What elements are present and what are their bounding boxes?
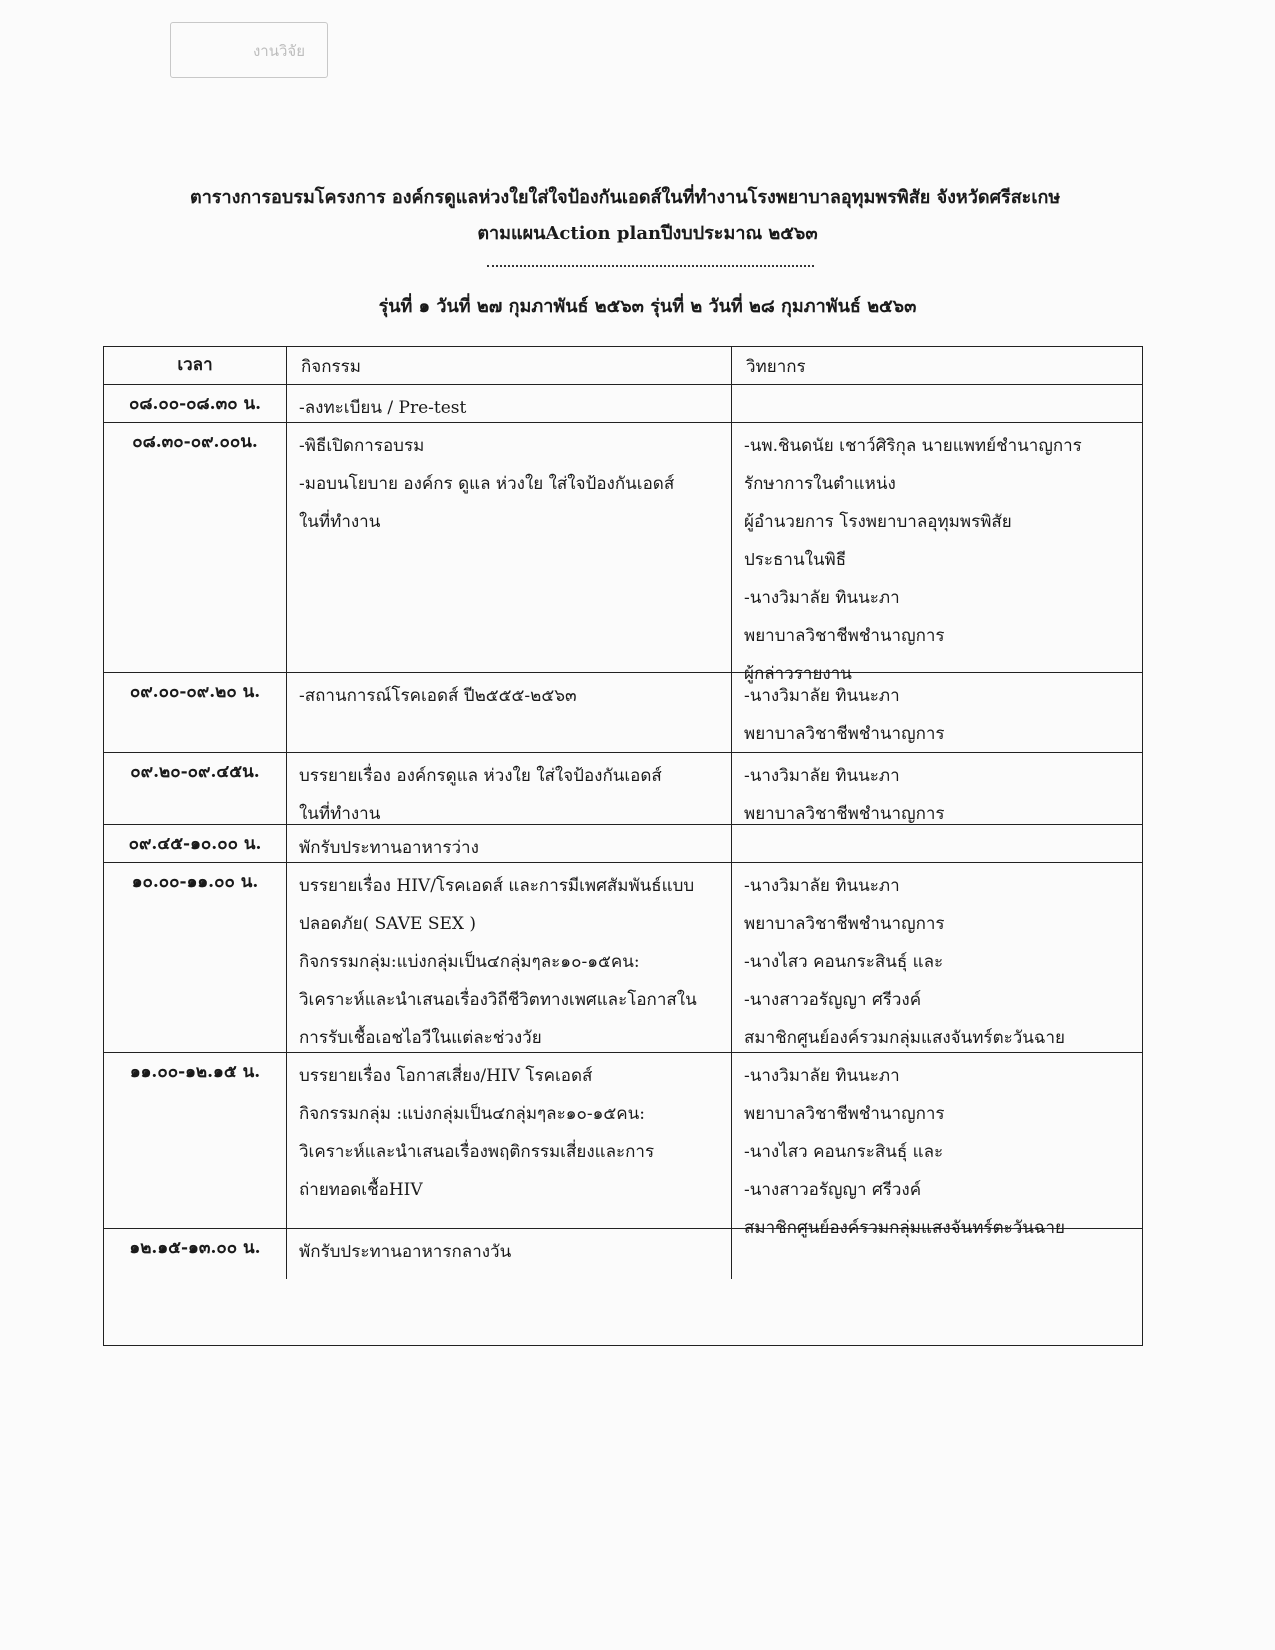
speaker-line: สมาชิกศูนย์องค์รวมกลุ่มแสงจันทร์ตะวันฉาย — [744, 1028, 1065, 1048]
activity-line: ถ่ายทอดเชื้อHIV — [299, 1180, 423, 1200]
activity-line: พักรับประทานอาหารกลางวัน — [299, 1242, 512, 1262]
dotted-divider — [487, 265, 814, 267]
row-speaker — [732, 825, 1142, 862]
row-time: ๐๘.๓๐-๐๙.๐๐น. — [104, 423, 287, 672]
row-activity — [287, 753, 732, 824]
activity-line: วิเคราะห์และนำเสนอเรื่องพฤติกรรมเสี่ยงและการ — [299, 1142, 655, 1162]
activity-line: บรรยายเรื่อง HIV/โรคเอดส์ และการมีเพศสัมพันธ์แบบ — [299, 876, 695, 896]
row-time: ๐๙.๐๐-๐๙.๒๐ น. — [104, 673, 287, 752]
table-row — [104, 423, 1142, 684]
row-time: ๐๙.๔๕-๑๐.๐๐ น. — [104, 825, 287, 862]
activity-line: -ลงทะเบียน / Pre-test — [299, 398, 467, 418]
speaker-line: ประธานในพิธี — [744, 550, 847, 570]
speaker-line: -นางวิมาลัย ทินนะภา — [744, 588, 900, 608]
activity-line: พักรับประทานอาหารว่าง — [299, 838, 479, 858]
row-time: ๐๘.๐๐-๐๘.๓๐ น. — [104, 385, 287, 422]
activity-line: ในที่ทำงาน — [299, 804, 381, 824]
row-activity — [287, 1053, 732, 1228]
speaker-line: -นางวิมาลัย ทินนะภา — [744, 1066, 900, 1086]
row-speaker — [732, 423, 1142, 684]
schedule-table — [103, 346, 1143, 1346]
activity-line: ปลอดภัย( SAVE SEX ) — [299, 914, 477, 934]
stamp-text: งานวิจัย — [252, 42, 305, 60]
speaker-line: ผู้อำนวยการ โรงพยาบาลอุทุมพรพิสัย — [744, 512, 1012, 532]
row-time: ๑๑.๐๐-๑๒.๑๕ น. — [104, 1053, 287, 1228]
speaker-line: สมาชิกศูนย์องค์รวมกลุ่มแสงจันทร์ตะวันฉาย — [744, 1218, 1065, 1238]
activity-line: -สถานการณ์โรคเอดส์ ปี๒๕๕๕-๒๕๖๓ — [299, 686, 577, 706]
speaker-line: -นางวิมาลัย ทินนะภา — [744, 686, 900, 706]
row-activity — [287, 825, 732, 862]
table-row — [104, 825, 1142, 863]
header-activity: กิจกรรม — [287, 347, 732, 384]
activity-line: กิจกรรมกลุ่ม:แบ่งกลุ่มเป็น๔กลุ่มๆละ๑๐-๑๕คน: — [299, 952, 640, 972]
row-activity — [287, 423, 732, 672]
row-activity — [287, 385, 732, 422]
speaker-line: พยาบาลวิชาชีพชำนาญการ — [744, 914, 945, 934]
activity-line: -พิธีเปิดการอบรม — [299, 436, 425, 456]
activity-line: บรรยายเรื่อง องค์กรดูแล ห่วงใย ใส่ใจป้องกันเอดส์ — [299, 766, 662, 786]
table-row — [104, 863, 1142, 1053]
speaker-line: -นางไสว คอนกระสินธุ์ และ — [744, 1142, 944, 1162]
speaker-line: พยาบาลวิชาชีพชำนาญการ — [744, 724, 945, 744]
activity-line: วิเคราะห์และนำเสนอเรื่องวิถีชีวิตทางเพศและโอกาสใน — [299, 990, 697, 1010]
activity-line: ในที่ทำงาน — [299, 512, 381, 532]
speaker-line: -นพ.ชินดนัย เชาว์ศิริกุล นายแพทย์ชำนาญการ — [744, 436, 1082, 456]
row-activity — [287, 673, 732, 752]
row-time: ๐๙.๒๐-๐๙.๔๕น. — [104, 753, 287, 824]
speaker-line: พยาบาลวิชาชีพชำนาญการ — [744, 1104, 945, 1124]
document-subtitle: ตามแผนAction planปีงบประมาณ ๒๕๖๓ — [477, 223, 818, 244]
table-header-row — [104, 347, 1142, 385]
row-speaker — [732, 1229, 1142, 1279]
row-speaker — [732, 1053, 1142, 1238]
row-activity — [287, 863, 732, 1052]
training-rounds: รุ่นที่ ๑ วันที่ ๒๗ กุมภาพันธ์ ๒๕๖๓ รุ่นที่ ๒ วันที่ ๒๘ กุมภาพันธ์ ๒๕๖๓ — [378, 296, 917, 317]
speaker-line: รักษาการในตำแหน่ง — [744, 474, 896, 494]
activity-line: การรับเชื้อเอชไอวีในแต่ละช่วงวัย — [299, 1028, 542, 1048]
header-speaker: วิทยากร — [746, 357, 806, 377]
speaker-line: พยาบาลวิชาชีพชำนาญการ — [744, 804, 945, 824]
row-speaker — [732, 753, 1142, 824]
row-time: ๑๐.๐๐-๑๑.๐๐ น. — [104, 863, 287, 1052]
activity-line: กิจกรรมกลุ่ม :แบ่งกลุ่มเป็น๔กลุ่มๆละ๑๐-๑๕คน: — [299, 1104, 646, 1124]
table-row — [104, 673, 1142, 753]
row-speaker — [732, 673, 1142, 752]
header-time: เวลา — [104, 347, 287, 384]
speaker-line: พยาบาลวิชาชีพชำนาญการ — [744, 626, 945, 646]
speaker-line: -นางวิมาลัย ทินนะภา — [744, 876, 900, 896]
table-row — [104, 385, 1142, 423]
speaker-line: -นางวิมาลัย ทินนะภา — [744, 766, 900, 786]
received-stamp — [170, 22, 328, 78]
speaker-line: -นางสาวอรัญญา ศรีวงค์ — [744, 990, 922, 1010]
table-row — [104, 753, 1142, 825]
row-speaker — [732, 385, 1142, 422]
speaker-line: -นางไสว คอนกระสินธุ์ และ — [744, 952, 944, 972]
table-row — [104, 1053, 1142, 1238]
row-speaker — [732, 863, 1142, 1052]
activity-line: -มอบนโยบาย องค์กร ดูแล ห่วงใย ใส่ใจป้องกันเอดส์ — [299, 474, 675, 494]
row-time: ๑๒.๑๕-๑๓.๐๐ น. — [104, 1229, 287, 1279]
activity-line: บรรยายเรื่อง โอกาสเสี่ยง/HIV โรคเอดส์ — [299, 1066, 593, 1086]
table-row — [104, 1229, 1142, 1279]
speaker-line: ผู้กล่าวรายงาน — [744, 664, 852, 684]
document-title: ตารางการอบรมโครงการ องค์กรดูแลห่วงใยใส่ใจป้องกันเอดส์ในที่ทำงานโรงพยาบาลอุทุมพรพิสัย จังหวัดศรีสะเกษ — [190, 187, 1061, 208]
speaker-line: -นางสาวอรัญญา ศรีวงค์ — [744, 1180, 922, 1200]
row-activity — [287, 1229, 732, 1279]
